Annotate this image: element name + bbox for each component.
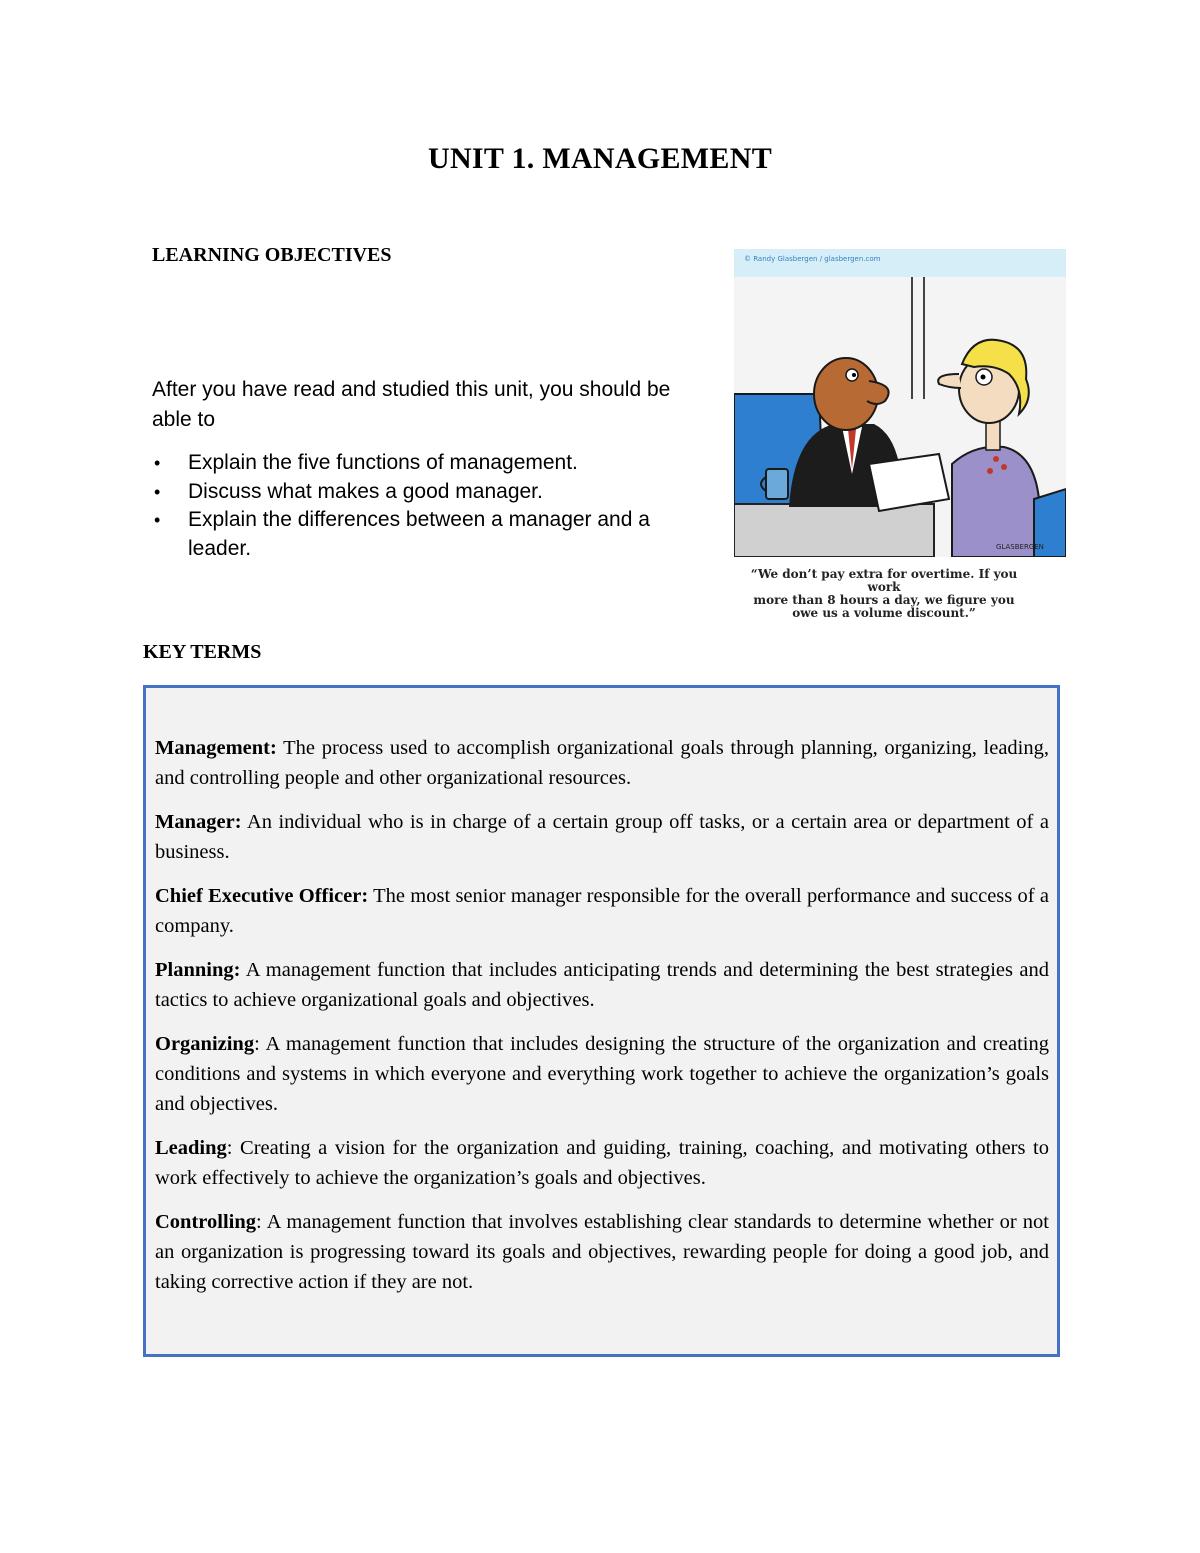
- key-term-definition: : Creating a vision for the organization and guiding, training, coaching, and motivating others to work effectively to achieve the organization’s goals and objectives.: [155, 1137, 1049, 1189]
- learning-objectives-body: [152, 375, 712, 563]
- objective-item: • Explain the differences between a manager and a leader.: [188, 506, 712, 563]
- cartoon-signature: GLASBERGEN: [996, 543, 1044, 551]
- learning-objectives-heading: LEARNING OBJECTIVES: [152, 244, 392, 266]
- key-term-definition: The process used to accomplish organizational goals through planning, organizing, leading, and controlling people and other organizational resources.: [155, 737, 1049, 789]
- key-term-definition: A management function that includes anticipating trends and determining the best strategies and tactics to achieve organizational goals and objectives.: [155, 959, 1049, 1011]
- caption-line: owe us a volume discount.”: [792, 606, 976, 620]
- key-term-entry: [155, 807, 1049, 867]
- page-title: UNIT 1. MANAGEMENT: [427, 142, 773, 175]
- objectives-intro: After you have read and studied this unit, you should be able to: [152, 378, 671, 431]
- key-term-entry: [155, 1029, 1049, 1119]
- key-term-name: Leading: [155, 1137, 227, 1159]
- objectives-list: [152, 449, 712, 563]
- cartoon-credit: © Randy Glasbergen / glasbergen.com: [744, 255, 881, 263]
- key-term-name: Controlling: [155, 1211, 256, 1233]
- key-term-name: Manager:: [155, 811, 242, 833]
- key-term-name: Management:: [155, 737, 277, 759]
- cartoon-caption: [734, 568, 1034, 620]
- key-term-name: Planning:: [155, 959, 241, 981]
- key-term-entry: [155, 1133, 1049, 1193]
- key-term-entry: [155, 881, 1049, 941]
- key-term-name: Chief Executive Officer:: [155, 885, 369, 907]
- key-terms-list: [155, 733, 1049, 1311]
- office-cartoon-image: [734, 249, 1066, 557]
- key-term-definition: : A management function that includes designing the structure of the organization and creating conditions and systems in which everyone and everything work together to achieve the organization’s goals and objectives.: [155, 1033, 1049, 1115]
- key-term-entry: [155, 733, 1049, 793]
- objective-item: • Discuss what makes a good manager.: [188, 478, 712, 507]
- caption-line: “We don’t pay extra for overtime. If you work: [750, 567, 1018, 594]
- objective-item: • Explain the five functions of management.: [188, 449, 712, 478]
- key-term-definition: An individual who is in charge of a certain group off tasks, or a certain area or department of a business.: [155, 811, 1049, 863]
- key-term-entry: [155, 1207, 1049, 1297]
- key-terms-heading: KEY TERMS: [143, 641, 262, 663]
- caption-line: more than 8 hours a day, we figure you: [753, 593, 1015, 607]
- key-terms-box: [143, 685, 1060, 1357]
- key-term-entry: [155, 955, 1049, 1015]
- key-term-definition: The most senior manager responsible for the overall performance and success of a company.: [155, 885, 1049, 937]
- key-term-definition: : A management function that involves establishing clear standards to determine whether or not an organization is progressing toward its goals and objectives, rewarding people for doing a good job, and taking corrective action if they are not.: [155, 1211, 1049, 1293]
- key-term-name: Organizing: [155, 1033, 255, 1055]
